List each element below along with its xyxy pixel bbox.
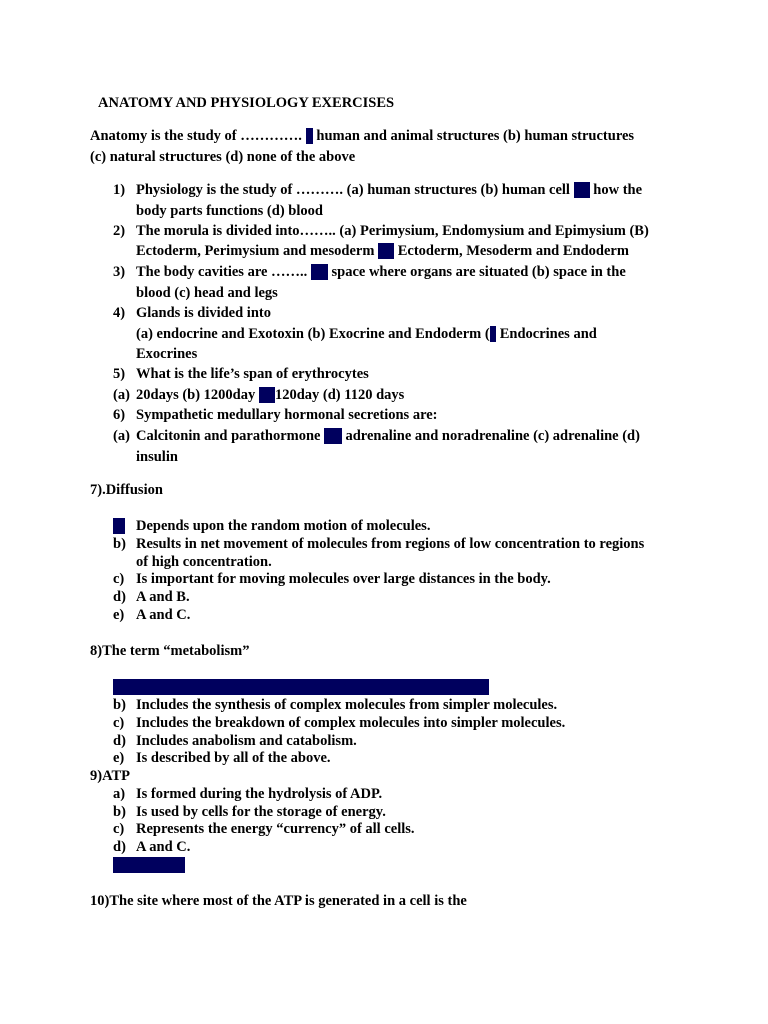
q3-number: 3) bbox=[113, 264, 126, 280]
q7-option-c-letter: c) bbox=[113, 571, 125, 587]
intro-question-line-1 bbox=[90, 127, 634, 145]
q9-title: 9)ATP bbox=[90, 768, 131, 784]
q8-option-a bbox=[113, 678, 489, 696]
q8-option-c-letter: c) bbox=[113, 715, 125, 731]
answer-highlight: c bbox=[489, 326, 497, 342]
q2-text-end: Ectoderm, Mesoderm and Endoderm bbox=[394, 243, 629, 259]
q1-text-end: how the bbox=[589, 182, 643, 198]
intro-question-line-2: (c) natural structures (d) none of the above bbox=[90, 149, 356, 165]
q7-option-b-letter: b) bbox=[113, 536, 126, 552]
q6-answer-end: adrenaline and noradrenaline (c) adrenaline (d) bbox=[341, 428, 640, 444]
intro-text-start: Anatomy is the study of …………. bbox=[90, 128, 306, 144]
q3-text-end: space where organs are situated (b) space in the bbox=[327, 264, 626, 280]
q3-line-1 bbox=[136, 263, 626, 281]
q9-option-c-text: Represents the energy “currency” of all cells. bbox=[136, 821, 415, 837]
q7-option-a-text: Depends upon the random motion of molecules. bbox=[136, 518, 431, 534]
q7-option-b-text: Results in net movement of molecules from regions of low concentration to regions bbox=[136, 536, 645, 552]
q8-option-b-letter: b) bbox=[113, 697, 126, 713]
q6-answer-line-2: insulin bbox=[136, 449, 178, 465]
q6-line-1: Sympathetic medullary hormonal secretions are: bbox=[136, 407, 438, 423]
q2-line-1: The morula is divided into…….. (a) Perimysium, Endomysium and Epimysium (B) bbox=[136, 223, 649, 239]
q7-option-c-text: Is important for moving molecules over large distances in the body. bbox=[136, 571, 551, 587]
answer-highlight bbox=[113, 857, 185, 873]
q4-text-end: Endocrines and bbox=[496, 326, 597, 342]
q5-answer-end: 120day (d) 1120 days bbox=[274, 387, 405, 403]
q7-option-a-letter bbox=[113, 517, 125, 535]
q9-option-e bbox=[113, 856, 185, 874]
q5-line-1: What is the life’s span of erythrocytes bbox=[136, 366, 369, 382]
q6-answer-number: (a) bbox=[113, 428, 130, 444]
q8-option-b-text: Includes the synthesis of complex molecules from simpler molecules. bbox=[136, 697, 558, 713]
answer-highlight: (c) bbox=[258, 387, 275, 403]
q7-title: 7).Diffusion bbox=[90, 482, 163, 498]
q6-answer-line bbox=[136, 427, 640, 445]
q4-number: 4) bbox=[113, 305, 126, 321]
q9-option-e-text: B and C. bbox=[130, 857, 185, 873]
page-title: ANATOMY AND PHYSIOLOGY EXERCISES bbox=[98, 95, 395, 111]
q9-option-e-letter: e) bbox=[113, 857, 125, 873]
q10-title: 10)The site where most of the ATP is generated in a cell is the bbox=[90, 893, 467, 909]
q5-answer-line bbox=[136, 386, 404, 404]
q8-option-e-text: Is described by all of the above. bbox=[136, 750, 331, 766]
q8-option-d-letter: d) bbox=[113, 733, 126, 749]
answer-highlight: (a) bbox=[310, 264, 328, 280]
q8-option-a-text: Refers to all the chemical reactions that occur in the body. bbox=[131, 679, 490, 695]
q1-line-2: body parts functions (d) blood bbox=[136, 203, 323, 219]
intro-text-end: human and animal structures (b) human structures bbox=[312, 128, 635, 144]
q1-line-1 bbox=[136, 181, 642, 199]
q8-option-a-letter: a) bbox=[113, 679, 126, 695]
q5-number: 5) bbox=[113, 366, 126, 382]
q7-option-e-text: A and C. bbox=[136, 607, 191, 623]
answer-highlight: (b) bbox=[324, 428, 342, 444]
q1-number: 1) bbox=[113, 182, 126, 198]
q9-option-c-letter: c) bbox=[113, 821, 125, 837]
q5-answer-start: 20days (b) 1200day bbox=[136, 387, 259, 403]
q7-option-d-letter: d) bbox=[113, 589, 126, 605]
q5-answer-number: (a) bbox=[113, 387, 130, 403]
q9-option-b-text: Is used by cells for the storage of energy. bbox=[136, 804, 386, 820]
q6-number: 6) bbox=[113, 407, 126, 423]
q4-line-1: Glands is divided into bbox=[136, 305, 271, 321]
q9-option-d-letter: d) bbox=[113, 839, 126, 855]
q8-option-d-text: Includes anabolism and catabolism. bbox=[136, 733, 357, 749]
q1-text-start: Physiology is the study of ………. (a) human structures (b) human cell bbox=[136, 182, 574, 198]
q9-option-a-text: Is formed during the hydrolysis of ADP. bbox=[136, 786, 383, 802]
q4-text-start: (a) endocrine and Exotoxin (b) Exocrine and Endoderm ( bbox=[136, 326, 490, 342]
answer-highlight bbox=[113, 679, 489, 695]
q8-option-e-letter: e) bbox=[113, 750, 125, 766]
q7-option-e-letter: e) bbox=[113, 607, 125, 623]
q6-answer-start: Calcitonin and parathormone bbox=[136, 428, 325, 444]
q3-line-2: blood (c) head and legs bbox=[136, 285, 278, 301]
q9-option-d-text: A and C. bbox=[136, 839, 191, 855]
q7-option-b-text-2: of high concentration. bbox=[136, 554, 272, 570]
q4-line-2 bbox=[136, 325, 597, 343]
q2-line-2 bbox=[136, 242, 629, 260]
q7-option-d-text: A and B. bbox=[136, 589, 190, 605]
q4-line-3: Exocrines bbox=[136, 346, 198, 362]
q2-number: 2) bbox=[113, 223, 126, 239]
answer-highlight: a bbox=[305, 128, 313, 144]
answer-highlight: (c) bbox=[378, 243, 395, 259]
q9-option-a-letter: a) bbox=[113, 786, 126, 802]
q3-text-start: The body cavities are …….. bbox=[136, 264, 311, 280]
q8-option-c-text: Includes the breakdown of complex molecules into simpler molecules. bbox=[136, 715, 566, 731]
q9-option-b-letter: b) bbox=[113, 804, 126, 820]
q8-title: 8)The term “metabolism” bbox=[90, 643, 250, 659]
answer-highlight: a) bbox=[113, 518, 126, 534]
answer-highlight: (c) bbox=[573, 182, 590, 198]
q2-text-start: Ectoderm, Perimysium and mesoderm bbox=[136, 243, 379, 259]
